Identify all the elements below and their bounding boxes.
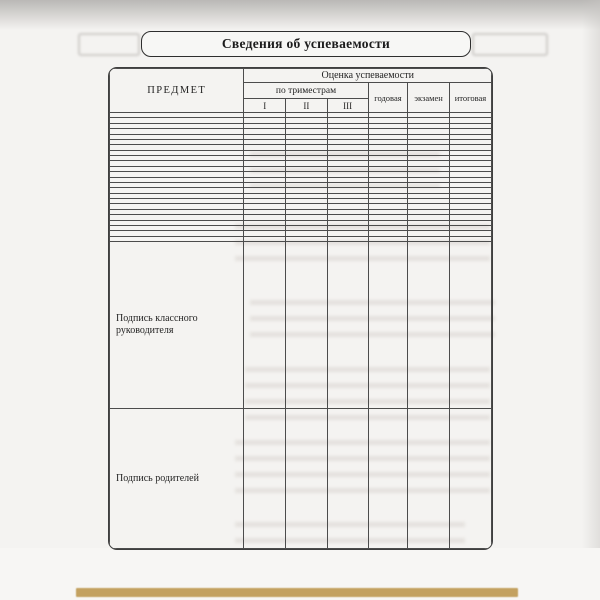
- grade-cell: [449, 409, 491, 549]
- grade-cell: [408, 242, 450, 409]
- parents-signature-label: Подпись родителей: [110, 409, 244, 549]
- header-trimester-3: III: [327, 99, 368, 113]
- grade-cell: [368, 409, 408, 549]
- photo-right-shadow: [582, 0, 600, 600]
- header-row-1: [110, 69, 492, 83]
- grade-cell: [244, 242, 286, 409]
- grade-cell: [286, 242, 328, 409]
- bleed-through-box-right: [472, 33, 548, 56]
- book-binding-strip: [76, 588, 518, 597]
- header-trimester-2: II: [286, 99, 328, 113]
- grades-table-grid: [109, 68, 492, 549]
- page-title-plate: [141, 31, 471, 57]
- header-annual: годовая: [368, 83, 408, 113]
- teacher-signature-label: Подпись классного руководителя: [110, 242, 244, 409]
- grades-table: [108, 67, 493, 550]
- bleed-through-box-left: [78, 33, 140, 56]
- empty-rows-section: [110, 113, 492, 242]
- grade-cell: [408, 409, 450, 549]
- grade-cell: [244, 409, 286, 549]
- grade-cell: [327, 409, 368, 549]
- header-subject: ПРЕДМЕТ: [110, 69, 244, 113]
- header-trimester-group: по триместрам: [244, 83, 368, 99]
- grade-cell: [327, 242, 368, 409]
- grade-cell: [449, 242, 491, 409]
- header-final: итоговая: [449, 83, 491, 113]
- teacher-signature-row: [110, 242, 492, 409]
- grade-cell: [286, 409, 328, 549]
- parents-signature-row: [110, 409, 492, 549]
- header-trimester-1: I: [244, 99, 286, 113]
- header-exam: экзамен: [408, 83, 450, 113]
- page-title: Сведения об успеваемости: [221, 36, 391, 51]
- photo-top-shadow: [0, 0, 600, 30]
- grade-cell: [368, 242, 408, 409]
- header-grade-group: Оценка успеваемости: [244, 69, 492, 83]
